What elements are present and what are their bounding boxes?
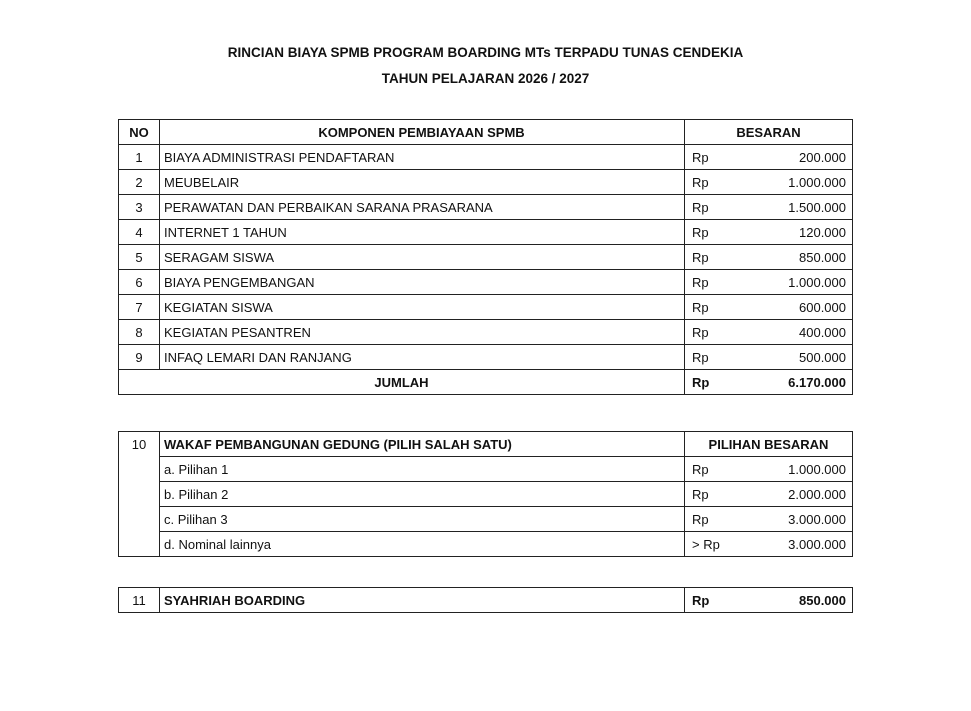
wakaf-option-label: d. Nominal lainnya — [160, 532, 685, 557]
wakaf-option-label: b. Pilihan 2 — [160, 482, 685, 507]
academic-year-subtitle: TAHUN PELAJARAN 2026 / 2027 — [381, 71, 590, 86]
row-number: 1 — [119, 145, 160, 170]
amount-value: 600.000 — [799, 299, 846, 315]
boarding-currency: Rp — [692, 592, 710, 608]
component-name: INFAQ LEMARI DAN RANJANG — [160, 345, 685, 370]
row-number: 4 — [119, 220, 160, 245]
row-number: 7 — [119, 295, 160, 320]
amount-value: 2.000.000 — [788, 486, 846, 502]
table-row — [119, 345, 853, 370]
document-title: RINCIAN BIAYA SPMB PROGRAM BOARDING MTs TERPADU TUNAS CENDEKIA — [227, 45, 744, 60]
boarding-row — [119, 588, 853, 613]
wakaf-option-row — [119, 507, 853, 532]
currency-label: Rp — [692, 486, 709, 502]
currency-label: Rp — [692, 511, 709, 527]
fee-components-table — [118, 119, 853, 395]
currency-label: Rp — [692, 349, 709, 365]
boarding-table — [118, 587, 853, 613]
component-name: INTERNET 1 TAHUN — [160, 220, 685, 245]
amount-value: 1.000.000 — [788, 174, 846, 190]
currency-label: Rp — [692, 224, 709, 240]
wakaf-table — [118, 431, 853, 557]
row-number: 6 — [119, 270, 160, 295]
table-header-row — [119, 120, 853, 145]
wakaf-option-row — [119, 482, 853, 507]
component-name: KEGIATAN PESANTREN — [160, 320, 685, 345]
amount-value: 500.000 — [799, 349, 846, 365]
currency-label: Rp — [692, 324, 709, 340]
amount-value: 850.000 — [799, 249, 846, 265]
currency-label: Rp — [692, 249, 709, 265]
wakaf-title: WAKAF PEMBANGUNAN GEDUNG (PILIH SALAH SATU) — [160, 432, 685, 457]
table-row — [119, 195, 853, 220]
currency-label: Rp — [692, 461, 709, 477]
boarding-row-number: 11 — [119, 588, 160, 613]
table-row — [119, 295, 853, 320]
column-header-no: NO — [119, 120, 160, 145]
total-amount: 6.170.000 — [788, 374, 846, 390]
boarding-label: SYAHRIAH BOARDING — [160, 588, 685, 613]
amount-value: 1.000.000 — [788, 274, 846, 290]
currency-label: Rp — [692, 299, 709, 315]
row-number: 3 — [119, 195, 160, 220]
component-name: PERAWATAN DAN PERBAIKAN SARANA PRASARANA — [160, 195, 685, 220]
amount-value: 120.000 — [799, 224, 846, 240]
wakaf-amount-header: PILIHAN BESARAN — [685, 432, 853, 457]
amount-value: 200.000 — [799, 149, 846, 165]
currency-label: Rp — [692, 149, 709, 165]
component-name: MEUBELAIR — [160, 170, 685, 195]
wakaf-option-row — [119, 532, 853, 557]
column-header-component: KOMPONEN PEMBIAYAAN SPMB — [160, 120, 685, 145]
amount-value: 1.500.000 — [788, 199, 846, 215]
total-row — [119, 370, 853, 395]
table-row — [119, 320, 853, 345]
total-label: JUMLAH — [119, 370, 685, 395]
table-row — [119, 245, 853, 270]
currency-label: Rp — [692, 199, 709, 215]
wakaf-header-row — [119, 432, 853, 457]
component-name: KEGIATAN SISWA — [160, 295, 685, 320]
currency-label: > Rp — [692, 536, 720, 552]
column-header-amount: BESARAN — [685, 120, 853, 145]
wakaf-row-number: 10 — [119, 432, 160, 557]
component-name: SERAGAM SISWA — [160, 245, 685, 270]
row-number: 2 — [119, 170, 160, 195]
wakaf-option-label: a. Pilihan 1 — [160, 457, 685, 482]
row-number: 5 — [119, 245, 160, 270]
table-row — [119, 145, 853, 170]
row-number: 8 — [119, 320, 160, 345]
amount-value: 400.000 — [799, 324, 846, 340]
table-row — [119, 220, 853, 245]
currency-label: Rp — [692, 174, 709, 190]
table-row — [119, 270, 853, 295]
component-name: BIAYA PENGEMBANGAN — [160, 270, 685, 295]
table-row — [119, 170, 853, 195]
boarding-amount: 850.000 — [799, 592, 846, 608]
amount-value: 1.000.000 — [788, 461, 846, 477]
component-name: BIAYA ADMINISTRASI PENDAFTARAN — [160, 145, 685, 170]
currency-label: Rp — [692, 274, 709, 290]
amount-value: 3.000.000 — [788, 536, 846, 552]
row-number: 9 — [119, 345, 160, 370]
total-currency: Rp — [692, 374, 710, 390]
wakaf-option-row — [119, 457, 853, 482]
amount-value: 3.000.000 — [788, 511, 846, 527]
wakaf-option-label: c. Pilihan 3 — [160, 507, 685, 532]
